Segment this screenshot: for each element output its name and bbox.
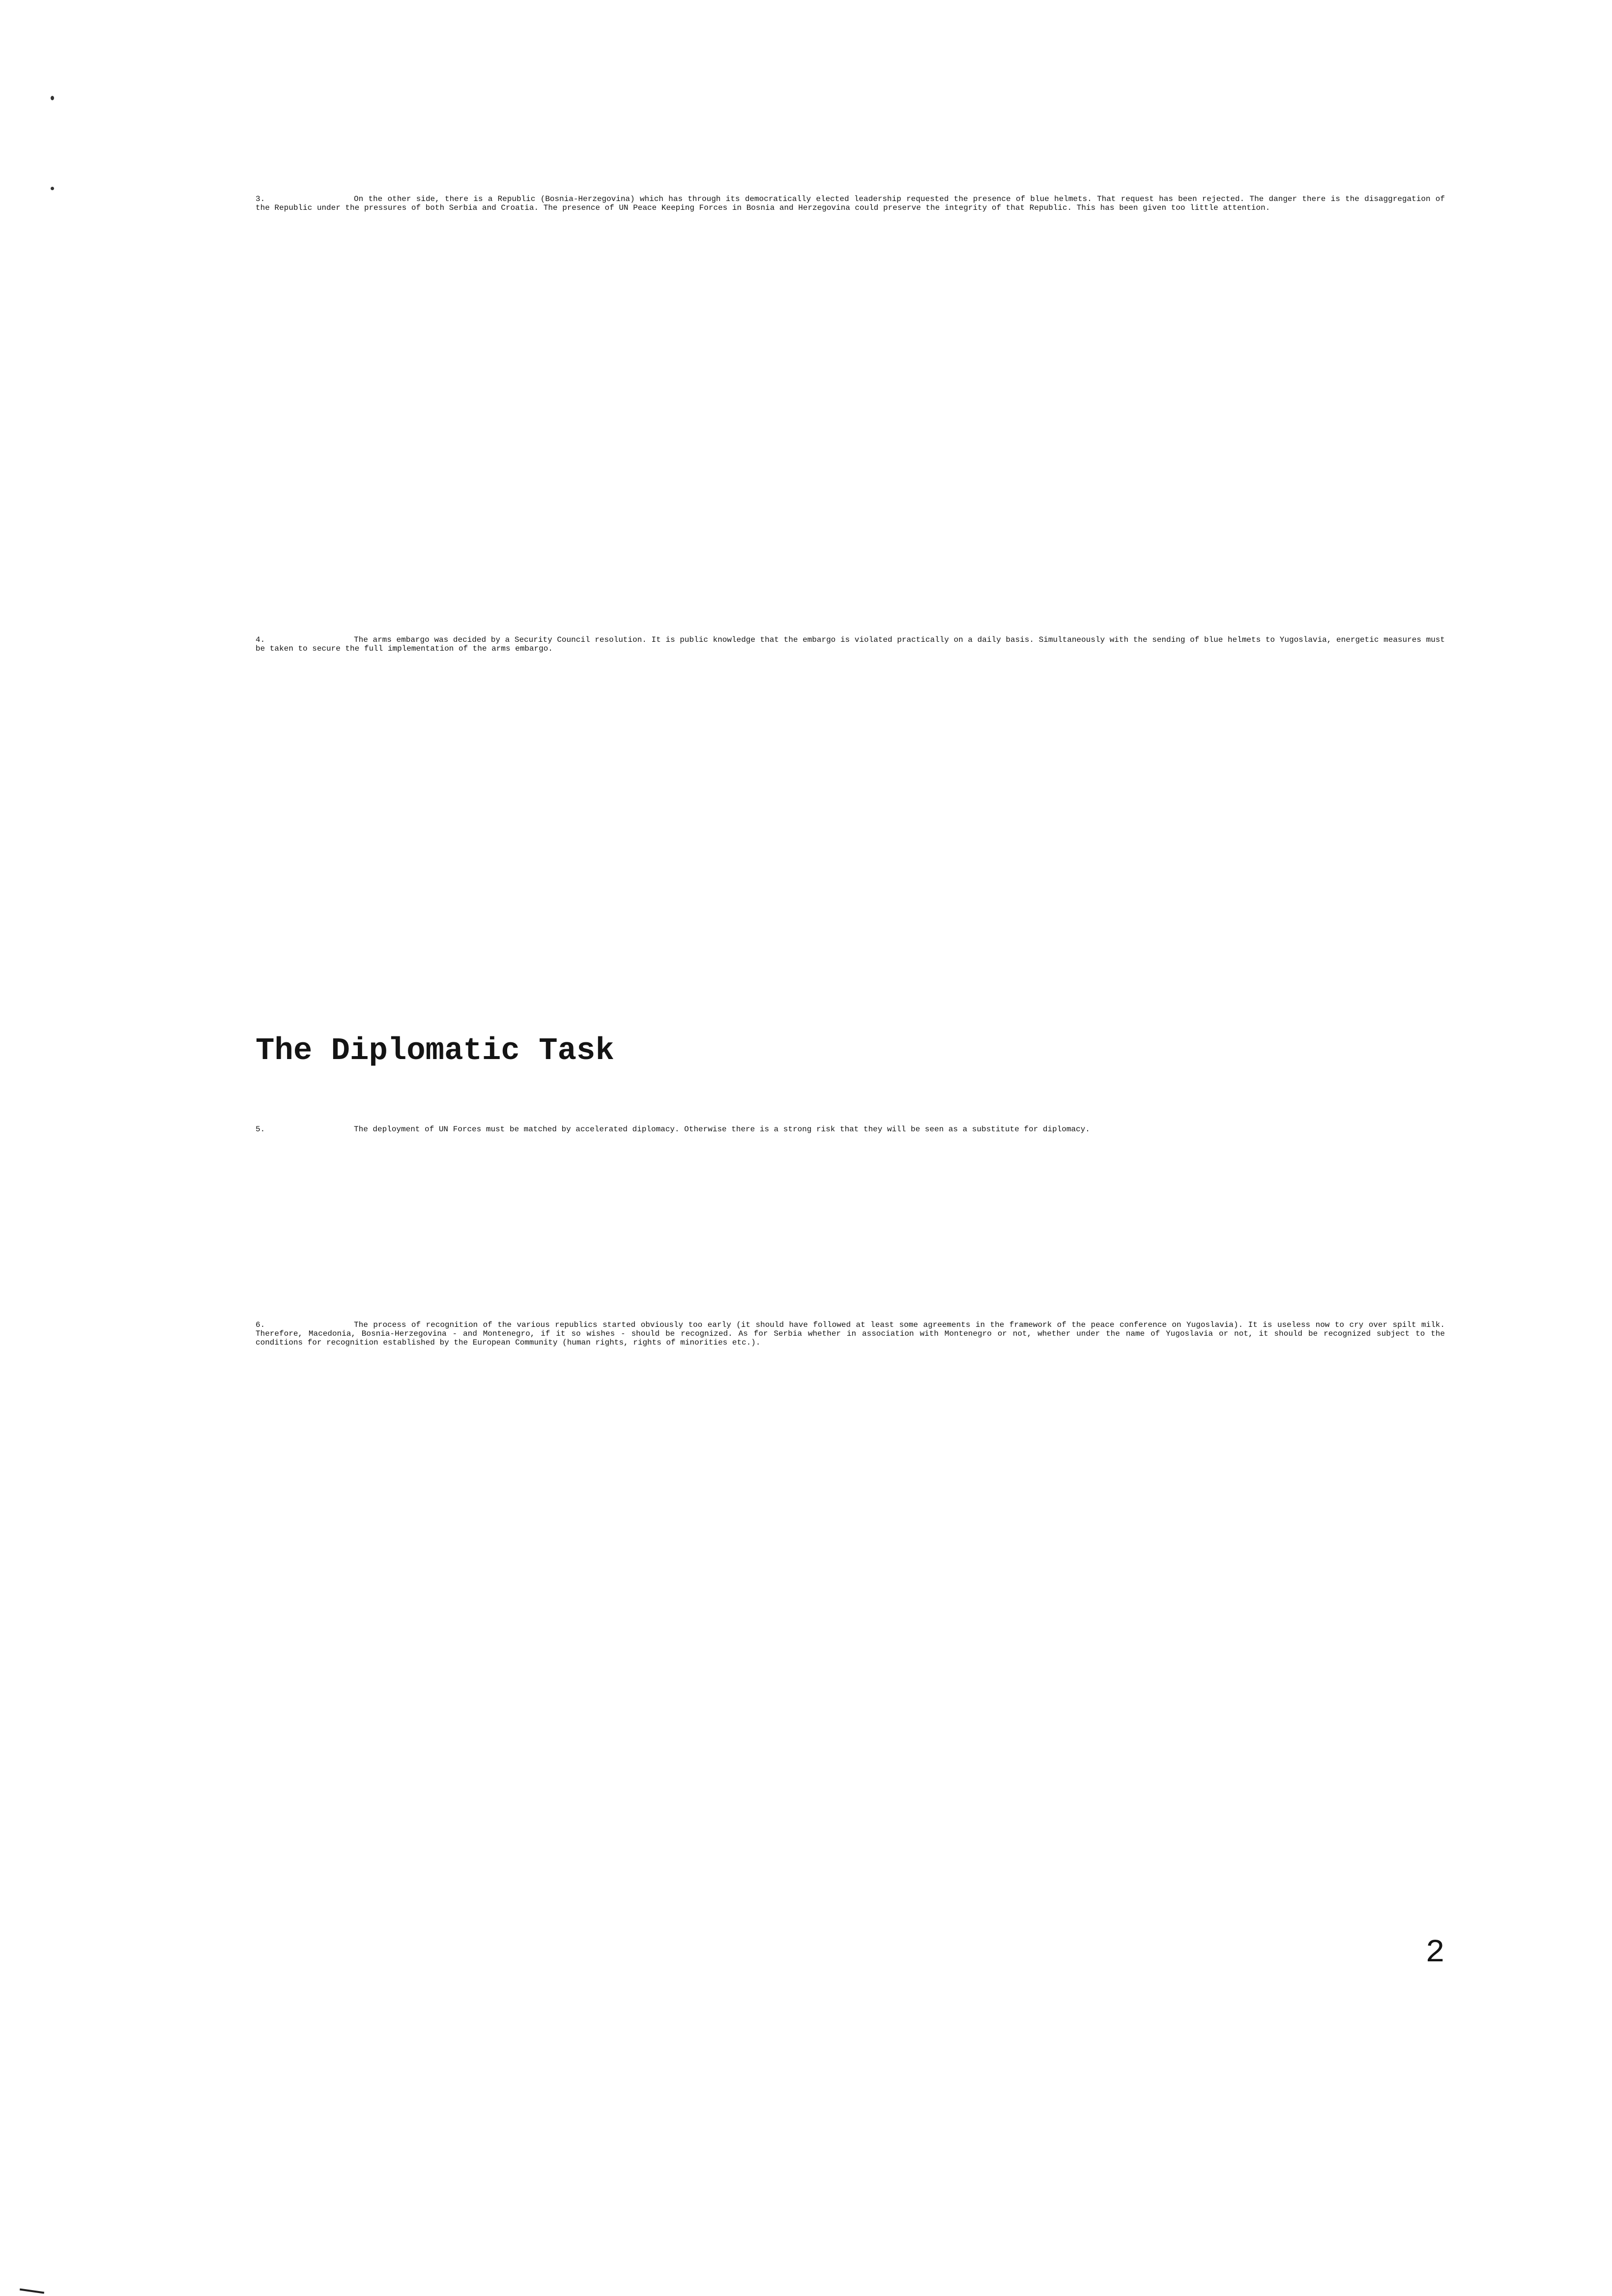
paragraph-text: On the other side, there is a Republic (Bosnia-Herzegovina) which has through its democratically elected leadership requested the presence of blue helmets. That request has been rejected. The danger there is the disaggregation of the Republic under the pressures of both Serbia and Croatia. The presence of UN Peace Keeping Forces in Bosnia and Herzegovina could preserve the integrity of that Republic. This has been given too little attention.: [256, 195, 1445, 212]
paragraph-4: [256, 635, 1445, 653]
scan-edge-mark: [20, 2289, 44, 2294]
scan-speck: [51, 96, 54, 100]
page-number: 2: [1425, 1934, 1445, 1971]
paragraph-5: [256, 1125, 1445, 1134]
paragraph-number: 4.: [256, 635, 265, 644]
paragraph-text: The deployment of UN Forces must be matched by accelerated diplomacy. Otherwise there is a strong risk that they will be seen as a substitute for diplomacy.: [354, 1125, 1090, 1134]
paragraph-text: The arms embargo was decided by a Security Council resolution. It is public knowledge that the embargo is violated practically on a daily basis. Simultaneously with the sending of blue helmets to Yugoslavia, energetic measures must be taken to secure the full implementation of the arms embargo.: [256, 635, 1445, 653]
paragraph-number: 3.: [256, 195, 265, 203]
paragraph-6: [256, 1320, 1445, 1347]
section-heading: The Diplomatic Task: [256, 1033, 614, 1069]
paragraph-number: 6.: [256, 1320, 265, 1329]
paragraph-text: The process of recognition of the various republics started obviously too early (it should have followed at least some agreements in the framework of the peace conference on Yugoslavia). It is useless now to cry over spilt milk. Therefore, Macedonia, Bosnia-Herzegovina - and Montenegro, if it so wishes - should be recognized. As for Serbia whether in association with Montenegro or not, whether under the name of Yugoslavia or not, it should be recognized subject to the conditions for recognition established by the European Community (human rights, rights of minorities etc.).: [256, 1320, 1445, 1347]
paragraph-number: 5.: [256, 1125, 265, 1134]
scan-speck: [51, 187, 54, 190]
paragraph-3: [256, 195, 1445, 212]
